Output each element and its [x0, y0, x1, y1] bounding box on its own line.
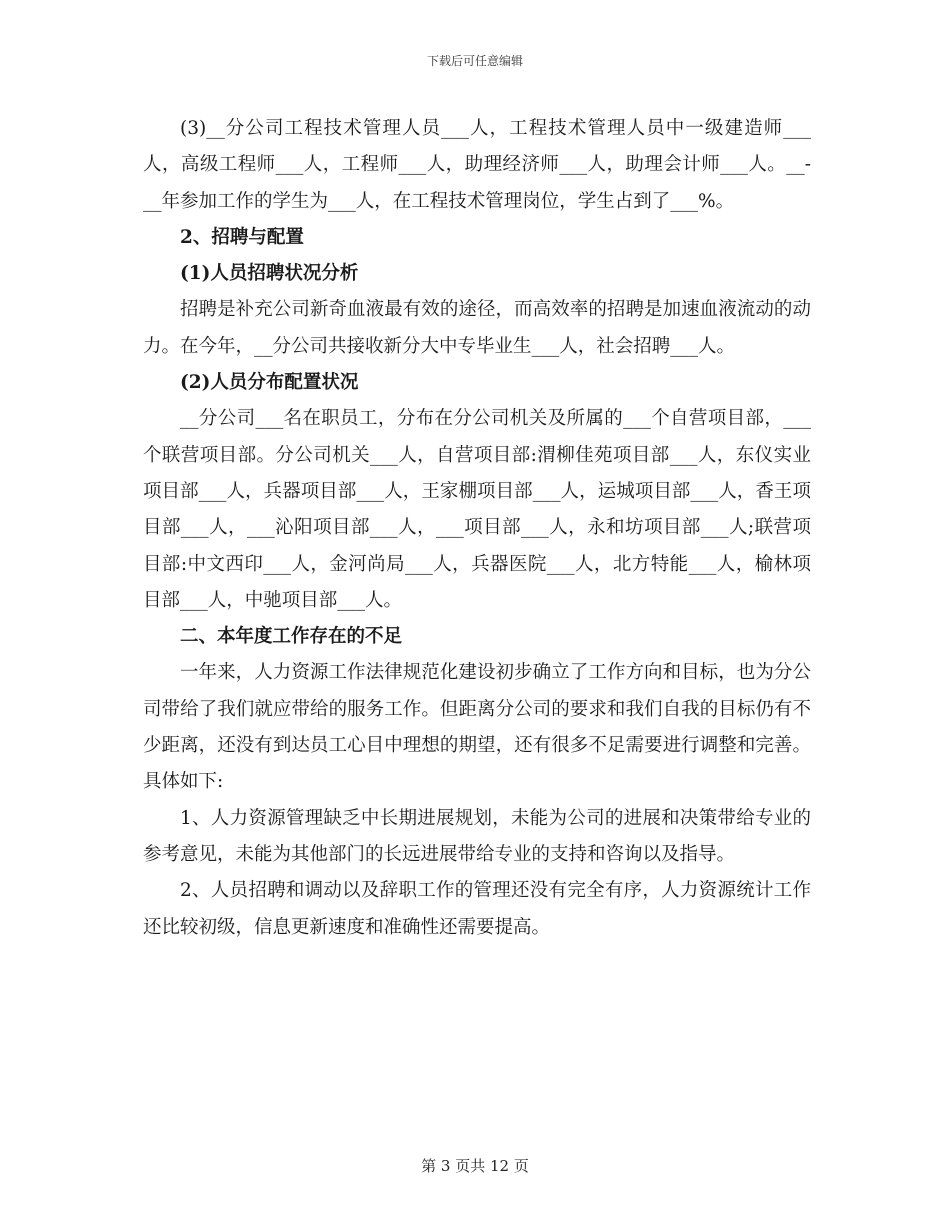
- paragraph-distribution: __分公司___名在职员工，分布在分公司机关及所属的___个自营项目部，___个联营项目部。分公司机关___人，自营项目部:渭柳佳苑项目部___人，东仪实业项目部___人，兵器项目部___人，王家棚项目部___人，运城项目部___人，香王项目部___人，___沁阳项目部___人，___项目部___人，永和坊项目部___人;联营项目部:中文西印___人，金河尚局___人，兵器医院___人，北方特能___人，榆林项目部___人，中驰项目部___人。: [143, 408, 811, 611]
- paragraph-staff-stats: (3)__分公司工程技术管理人员___人，工程技术管理人员中一级建造师___人，高级工程师___人，工程师___人，助理经济师___人，助理会计师___人。__-__年参加工作的学生为___人，在工程技术管理岗位，学生占到了___%。: [143, 118, 811, 212]
- section-heading-shortcomings: 二、本年度工作存在的不足: [180, 626, 403, 648]
- paragraph-shortcoming-2: 2、人员招聘和调动以及辞职工作的管理还没有完全有序，人力资源统计工作还比较初级，信息更新速度和准确性还需要提高。: [143, 880, 811, 938]
- paragraph-shortcoming-1: 1、人力资源管理缺乏中长期进展规划，未能为公司的进展和决策带给专业的参考意见，未能为其他部门的长远进展带给专业的支持和咨询以及指导。: [143, 807, 811, 865]
- section-heading-recruitment: 2、招聘与配置: [180, 226, 304, 248]
- page-header: 下载后可任意编辑: [426, 54, 523, 68]
- paragraph-shortcomings-intro: 一年来，人力资源工作法律规范化建设初步确立了工作方向和目标，也为分公司带给了我们就应带给的服务工作。但距离分公司的要求和我们自我的目标仍有不少距离，还没有到达员工心目中理想的期望，还有很多不足需要进行调整和完善。具体如下:: [143, 662, 811, 793]
- subheading-recruitment-analysis: (1)人员招聘状况分析: [180, 263, 359, 285]
- page-footer: 第 3 页共 12 页: [421, 1157, 529, 1175]
- subheading-staff-distribution: (2)人员分布配置状况: [180, 372, 359, 394]
- document-body: [143, 111, 811, 946]
- paragraph-recruitment: 招聘是补充公司新奇血液最有效的途径，而高效率的招聘是加速血液流动的动力。在今年，__分公司共接收新分大中专毕业生___人，社会招聘___人。: [143, 299, 811, 357]
